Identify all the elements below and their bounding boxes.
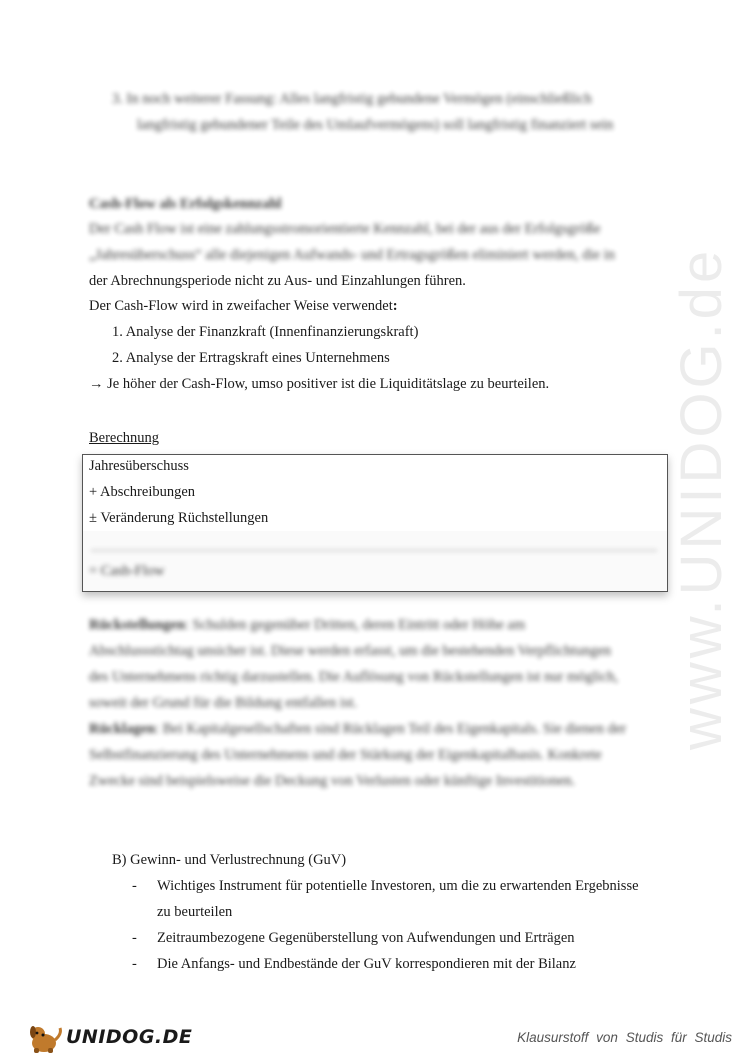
ruecklagen-line-2: Selbstfinanzierung des Unternehmens und der Stärkung der Eigenkapitalbasis. Konkrete <box>89 747 602 763</box>
cashflow-usage-line <box>89 298 398 315</box>
dog-icon <box>26 1024 64 1054</box>
rueckstellungen-line-3: des Unternehmens richtig darzustellen. Die Auflösung von Rückstellungen ist nur möglich, <box>89 669 619 685</box>
rueckstellungen-line-4: soweit der Grund für die Bildung entfallen ist. <box>89 695 358 711</box>
guv-bullet-1-dash: - <box>132 878 137 894</box>
intro-line-2: langfristig gebundener Teile des Umlaufvermögens) soll langfristig finanziert sein <box>137 117 614 133</box>
footer-tagline: Klausurstoff von Studis für Studis <box>517 1030 732 1045</box>
cashflow-def-line-3: der Abrechnungsperiode nicht zu Aus- und Einzahlungen führen. <box>89 273 466 289</box>
arrow-icon: → <box>89 376 104 392</box>
calc-sum-rule <box>91 550 657 551</box>
calc-result: = Cash-Flow <box>89 563 165 579</box>
cashflow-item-1: 1. Analyse der Finanzkraft (Innenfinanzierungskraft) <box>112 324 419 340</box>
logo-text: UNIDOG.DE <box>66 1026 193 1048</box>
rueckstellungen-term: Rückstellungen <box>89 617 185 633</box>
cashflow-item-2: 2. Analyse der Ertragskraft eines Unternehmens <box>112 350 390 366</box>
calc-blurred-area <box>83 531 667 591</box>
calculation-heading: Berechnung <box>89 430 160 446</box>
ruecklagen-line-3: Zwecke sind beispielsweise die Deckung von Verlusten oder künftige Investitionen. <box>89 773 576 789</box>
rueckstellungen-line-2: Abschlussstichtag unsicher ist. Diese werden erfasst, um die bestehenden Verpflichtungen <box>89 643 611 659</box>
guv-bullet-1-line-1: Wichtiges Instrument für potentielle Investoren, um die zu erwartenden Ergebnisse <box>157 878 639 894</box>
cashflow-usage-text: Der Cash-Flow wird in zweifacher Weise verwendet <box>89 298 393 314</box>
guv-bullet-3-line-1: Die Anfangs- und Endbestände der GuV korrespondieren mit der Bilanz <box>157 956 576 972</box>
rueckstellungen-line-1: Rückstellungen: Schulden gegenüber Dritten, deren Eintritt oder Höhe am <box>89 617 526 633</box>
ruecklagen-term: Rücklagen <box>89 721 156 737</box>
guv-bullet-1-line-2: zu beurteilen <box>157 904 233 920</box>
calc-row-2: + Abschreibungen <box>89 484 196 500</box>
watermark: www.UNIDOG.de <box>669 246 734 750</box>
cashflow-usage-colon: : <box>392 298 398 314</box>
cashflow-conclusion <box>89 376 549 393</box>
calc-row-3: ± Veränderung Rüchstellungen <box>89 510 269 526</box>
calc-row-1: Jahresüberschuss <box>89 458 189 474</box>
guv-bullet-3-dash: - <box>132 956 137 972</box>
cashflow-def-line-1: Der Cash Flow ist eine zahlungsstromorientierte Kennzahl, bei der aus der Erfolgsgröße <box>89 221 601 237</box>
guv-bullet-2-dash: - <box>132 930 137 946</box>
cashflow-conclusion-text: Je höher der Cash-Flow, umso positiver ist die Liquiditätslage zu beurteilen. <box>103 376 550 392</box>
cashflow-def-line-2: „Jahresüberschuss“ alle diejenigen Aufwands- und Ertragsgrößen eliminiert werden, die in <box>89 247 615 263</box>
intro-line-1: 3. In noch weiterer Fassung: Alles langfristig gebundene Vermögen (einschließlich <box>112 91 592 107</box>
calculation-box <box>82 454 668 592</box>
guv-bullet-2-line-1: Zeitraumbezogene Gegenüberstellung von Aufwendungen und Erträgen <box>157 930 575 946</box>
guv-heading: B) Gewinn- und Verlustrechnung (GuV) <box>112 852 347 868</box>
unidog-logo[interactable] <box>26 1024 193 1054</box>
ruecklagen-line-1: Rücklagen: Bei Kapitalgesellschaften sind Rücklagen Teil des Eigenkapitals. Sie dienen der <box>89 721 627 737</box>
cashflow-heading: Cash-Flow als Erfolgskennzahl <box>89 196 282 212</box>
